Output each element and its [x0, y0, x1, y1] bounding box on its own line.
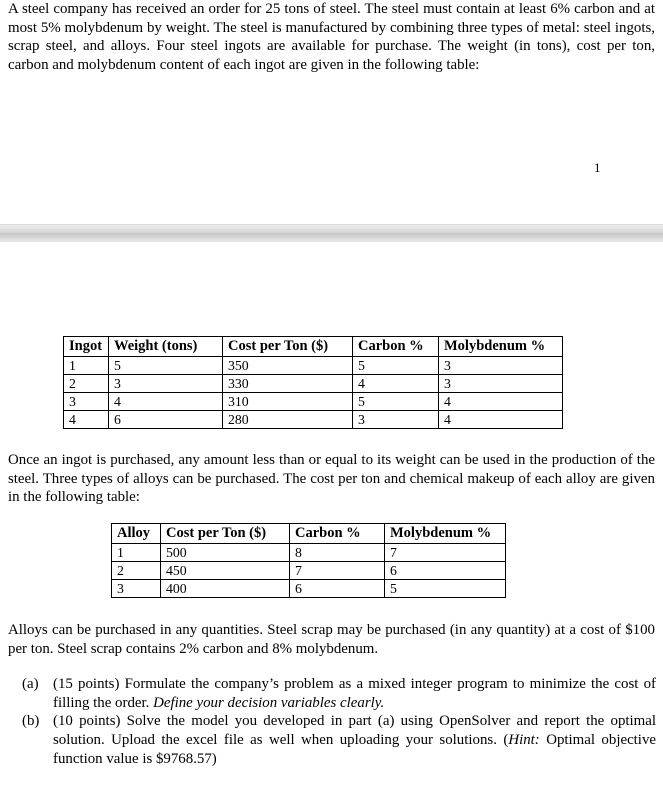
table-cell: 5 — [353, 357, 439, 375]
alloys-scrap-paragraph: Alloys can be purchased in any quantities. Steel scrap may be purchased (in any quantity) at a cost of $100 per ton. Steel scrap contains 2% carbon and 8% molybdenum. — [8, 622, 655, 657]
table-row — [112, 544, 506, 562]
column-header: Alloy — [112, 524, 161, 544]
question-a-italic: Define your decision variables clearly. — [153, 694, 385, 711]
page-break-divider — [0, 224, 663, 242]
table-cell: 5 — [385, 580, 506, 598]
column-header: Ingot — [64, 337, 109, 357]
question-a — [22, 675, 656, 712]
hint-text: Optimal objective function value is $9768.57) — [53, 732, 657, 767]
table-cell: 310 — [223, 393, 353, 411]
table-cell: 6 — [109, 411, 223, 429]
question-a-text: (15 points) Formulate the company’s problem as a mixed integer program to minimize the cost of filling the order. — [53, 676, 656, 711]
question-b — [22, 712, 656, 768]
table-cell: 2 — [112, 562, 161, 580]
question-b-text: (10 points) Solve the model you developed in part (a) using OpenSolver and report the optimal solution. Upload the excel file as well when uploading your solutions. ( — [53, 713, 656, 749]
table-cell: 280 — [223, 411, 353, 429]
alloy-table — [111, 523, 506, 598]
table-cell: 1 — [112, 544, 161, 562]
table-cell: 2 — [64, 375, 109, 393]
table-cell: 8 — [290, 544, 385, 562]
page-number: 1 — [594, 160, 601, 175]
question-b-label: (b) — [22, 713, 40, 730]
hint-label: Hint: — [508, 732, 540, 749]
table-row — [112, 562, 506, 580]
table-cell: 6 — [385, 562, 506, 580]
column-header: Carbon % — [353, 337, 439, 357]
table-cell: 3 — [64, 393, 109, 411]
table-cell: 6 — [290, 580, 385, 598]
table-row — [64, 411, 563, 429]
table-cell: 4 — [109, 393, 223, 411]
table-cell: 3 — [112, 580, 161, 598]
table-row — [64, 375, 563, 393]
intro-paragraph: A steel company has received an order for 25 tons of steel. The steel must contain at least 6% carbon and at most 5% molybdenum by weight. The steel is manufactured by combining three types of metal: steel ingots, scrap steel, and alloys. Four steel ingots are available for purchase. The weight (in tons), cost per ton, carbon and molybdenum content of each ingot are given in the following table: — [8, 1, 655, 74]
table-cell: 4 — [64, 411, 109, 429]
table-cell: 5 — [109, 357, 223, 375]
table-cell: 330 — [223, 375, 353, 393]
table-cell: 3 — [439, 375, 563, 393]
table-cell: 7 — [385, 544, 506, 562]
column-header: Weight (tons) — [109, 337, 223, 357]
column-header: Cost per Ton ($) — [161, 524, 290, 544]
alloy-table-header-row — [112, 524, 506, 544]
table-cell: 500 — [161, 544, 290, 562]
table-cell: 5 — [353, 393, 439, 411]
table-cell: 4 — [439, 411, 563, 429]
table-cell: 4 — [439, 393, 563, 411]
table-cell: 3 — [109, 375, 223, 393]
question-list — [22, 675, 656, 769]
question-a-label: (a) — [22, 676, 39, 692]
ingot-table — [63, 336, 563, 429]
column-header: Carbon % — [290, 524, 385, 544]
column-header: Molybdenum % — [439, 337, 563, 357]
table-row — [64, 393, 563, 411]
table-row — [112, 580, 506, 598]
table-cell: 350 — [223, 357, 353, 375]
table-cell: 7 — [290, 562, 385, 580]
column-header: Molybdenum % — [385, 524, 506, 544]
table-cell: 1 — [64, 357, 109, 375]
table-cell: 4 — [353, 375, 439, 393]
table-cell: 450 — [161, 562, 290, 580]
ingot-table-header-row — [64, 337, 563, 357]
ingot-usage-paragraph: Once an ingot is purchased, any amount less than or equal to its weight can be used in the production of the steel. Three types of alloys can be purchased. The cost per ton and chemical makeup of each alloy are given in the following table: — [8, 452, 655, 506]
column-header: Cost per Ton ($) — [223, 337, 353, 357]
table-cell: 400 — [161, 580, 290, 598]
table-row — [64, 357, 563, 375]
table-cell: 3 — [353, 411, 439, 429]
table-cell: 3 — [439, 357, 563, 375]
